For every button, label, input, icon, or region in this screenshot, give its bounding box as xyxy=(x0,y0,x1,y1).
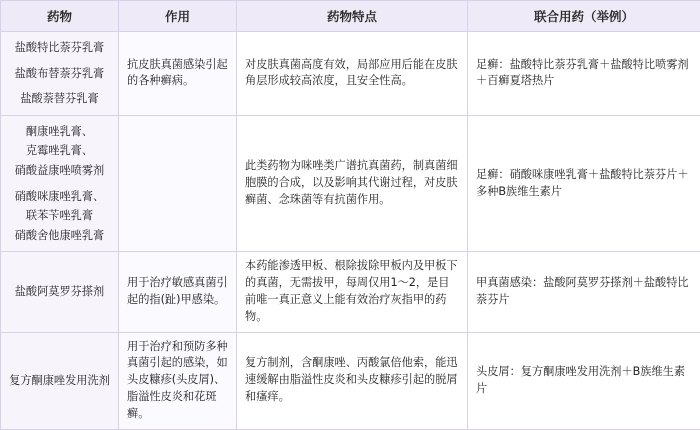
drug-name-cell xyxy=(1,32,119,116)
drug-name-line: 克霉唑乳膏、 xyxy=(9,141,110,161)
header-row xyxy=(1,1,700,32)
drug-effect-cell xyxy=(119,115,237,252)
drug-name-line: 硝酸益康唑喷雾剂 xyxy=(9,161,110,181)
column-header-drug: 药物 xyxy=(1,1,119,32)
drug-name-line: 硝酸舍他康唑乳膏 xyxy=(9,226,110,246)
drug-effect-cell: 用于治疗和预防多种真菌引起的感染，如头皮糠疹(头皮屑)、脂溢性皮炎和花斑癣。 xyxy=(119,332,237,429)
drug-feature-cell: 复方制剂，含酮康唑、丙酸氯倍他索，能迅速缓解由脂溢性皮炎和头皮糠疹引起的脱屑和瘙痒。 xyxy=(237,332,468,429)
drug-name-lines xyxy=(9,122,110,246)
drug-name-lines xyxy=(9,371,110,391)
drug-combination-cell: 足癣：硝酸咪康唑乳膏＋盐酸特比萘芬片＋多种B族维生素片 xyxy=(468,115,700,252)
drug-name-line: 联苯苄唑乳膏 xyxy=(9,206,110,226)
drug-effect-cell: 用于治疗敏感真菌引起的指(趾)甲感染。 xyxy=(119,252,237,332)
drug-feature-cell: 此类药物为咪唑类广谱抗真菌药，制真菌细胞膜的合成，以及影响其代谢过程，对皮肤癣菌、念珠菌等有抗菌作用。 xyxy=(237,115,468,252)
drug-combination-cell: 头皮屑：复方酮康唑发用洗剂＋B族维生素片 xyxy=(468,332,700,429)
drug-name-line: 硝酸咪康唑乳膏、 xyxy=(9,187,110,207)
drug-name-line: 酮康唑乳膏、 xyxy=(9,122,110,142)
drug-feature-cell: 对皮肤真菌高度有效，局部应用后能在皮肤角层形成较高浓度，且安全性高。 xyxy=(237,32,468,116)
drug-effect-cell: 抗皮肤真菌感染引起的各种癣病。 xyxy=(119,32,237,116)
table-body xyxy=(1,32,700,430)
drug-name-lines xyxy=(9,38,110,109)
drug-name-cell xyxy=(1,332,119,429)
table-header xyxy=(1,1,700,32)
drug-name-line: 盐酸特比萘芬乳膏 xyxy=(9,38,110,58)
drug-name-cell xyxy=(1,115,119,252)
table-row xyxy=(1,32,700,116)
column-header-combination: 联合用药（举例） xyxy=(468,1,700,32)
table-row xyxy=(1,332,700,429)
drug-name-line: 盐酸萘替芬乳膏 xyxy=(9,89,110,109)
column-header-feature: 药物特点 xyxy=(237,1,468,32)
drug-combination-cell: 足癣：盐酸特比萘芬乳膏＋盐酸特比喷雾剂＋百癣夏塔热片 xyxy=(468,32,700,116)
drug-feature-cell: 本药能渗透甲板、根除拔除甲板内及甲板下的真菌，无需拔甲，每周仅用1～2，是目前唯一真正意义上能有效治疗灰指甲的药物。 xyxy=(237,252,468,332)
table-row xyxy=(1,252,700,332)
drug-name-lines xyxy=(9,282,110,302)
drug-name-line: 盐酸布替萘芬乳膏 xyxy=(9,64,110,84)
table-row xyxy=(1,115,700,252)
column-header-effect: 作用 xyxy=(119,1,237,32)
drug-combination-cell: 甲真菌感染：盐酸阿莫罗芬搽剂＋盐酸特比萘芬片 xyxy=(468,252,700,332)
drug-name-line: 复方酮康唑发用洗剂 xyxy=(9,371,110,391)
drug-name-cell xyxy=(1,252,119,332)
drug-name-line: 盐酸阿莫罗芬搽剂 xyxy=(9,282,110,302)
